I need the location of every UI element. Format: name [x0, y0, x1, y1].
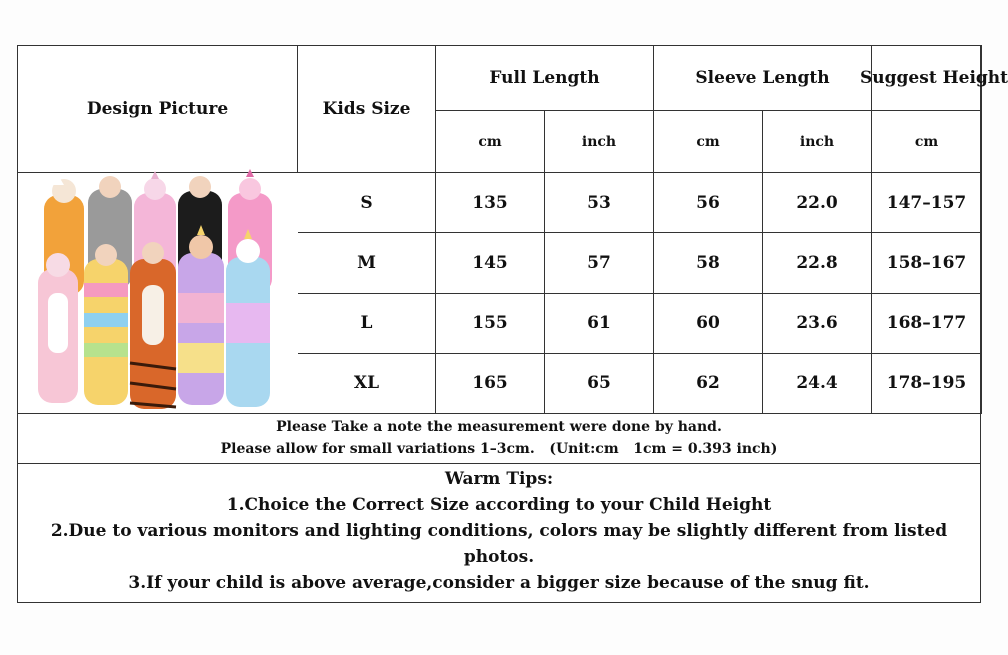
tip-item: 1.Choice the Correct Size according to your Child Height [226, 495, 772, 515]
unit-sleeve-inch: inch [763, 111, 872, 173]
full-cm-cell: 135 [436, 173, 545, 233]
note-line-1: Please Take a note the measurement were done by hand. [276, 419, 722, 435]
warm-tips [17, 464, 981, 596]
full-cm-cell: 145 [436, 233, 545, 293]
sleeve-cm-cell: 58 [654, 233, 763, 293]
size-cell: S [298, 173, 436, 233]
unit-height-cm: cm [872, 111, 982, 173]
design-picture [18, 173, 298, 414]
tip-item: 2.Due to various monitors and lighting conditions, colors may be slightly different from listed photos. [50, 521, 948, 567]
kids-onesie-photo [18, 173, 298, 413]
sleeve-cm-cell: 62 [654, 353, 763, 413]
full-inch-cell: 53 [545, 173, 654, 233]
sleeve-cm-cell: 56 [654, 173, 763, 233]
height-cm-cell: 158–167 [872, 233, 982, 293]
full-inch-cell: 61 [545, 293, 654, 353]
sleeve-inch-cell: 24.4 [763, 353, 872, 413]
kids-size-header: Kids Size [298, 46, 436, 173]
size-cell: XL [298, 353, 436, 413]
tip-item: 3.If your child is above average,consider a bigger size because of the snug fit. [128, 573, 870, 593]
note-line-2: Please allow for small variations 1–3cm. (Unit:cm 1cm = 0.393 inch) [220, 441, 778, 457]
sleeve-length-header: Sleeve Length [654, 46, 872, 111]
unit-full-inch: inch [545, 111, 654, 173]
size-cell: L [298, 293, 436, 353]
sleeve-inch-cell: 22.0 [763, 173, 872, 233]
full-inch-cell: 65 [545, 353, 654, 413]
suggest-height-header: Suggest Height [872, 46, 982, 111]
full-length-header: Full Length [436, 46, 654, 111]
unit-sleeve-cm: cm [654, 111, 763, 173]
full-cm-cell: 165 [436, 353, 545, 413]
sleeve-inch-cell: 22.8 [763, 233, 872, 293]
full-cm-cell: 155 [436, 293, 545, 353]
height-cm-cell: 168–177 [872, 293, 982, 353]
unit-full-cm: cm [436, 111, 545, 173]
height-cm-cell: 147–157 [872, 173, 982, 233]
measurement-note [17, 412, 981, 464]
sleeve-inch-cell: 23.6 [763, 293, 872, 353]
height-cm-cell: 178–195 [872, 353, 982, 413]
size-cell: M [298, 233, 436, 293]
full-inch-cell: 57 [545, 233, 654, 293]
size-chart-table [17, 45, 1008, 414]
tips-title: Warm Tips: [444, 469, 554, 489]
sleeve-cm-cell: 60 [654, 293, 763, 353]
design-picture-header: Design Picture [18, 46, 298, 173]
